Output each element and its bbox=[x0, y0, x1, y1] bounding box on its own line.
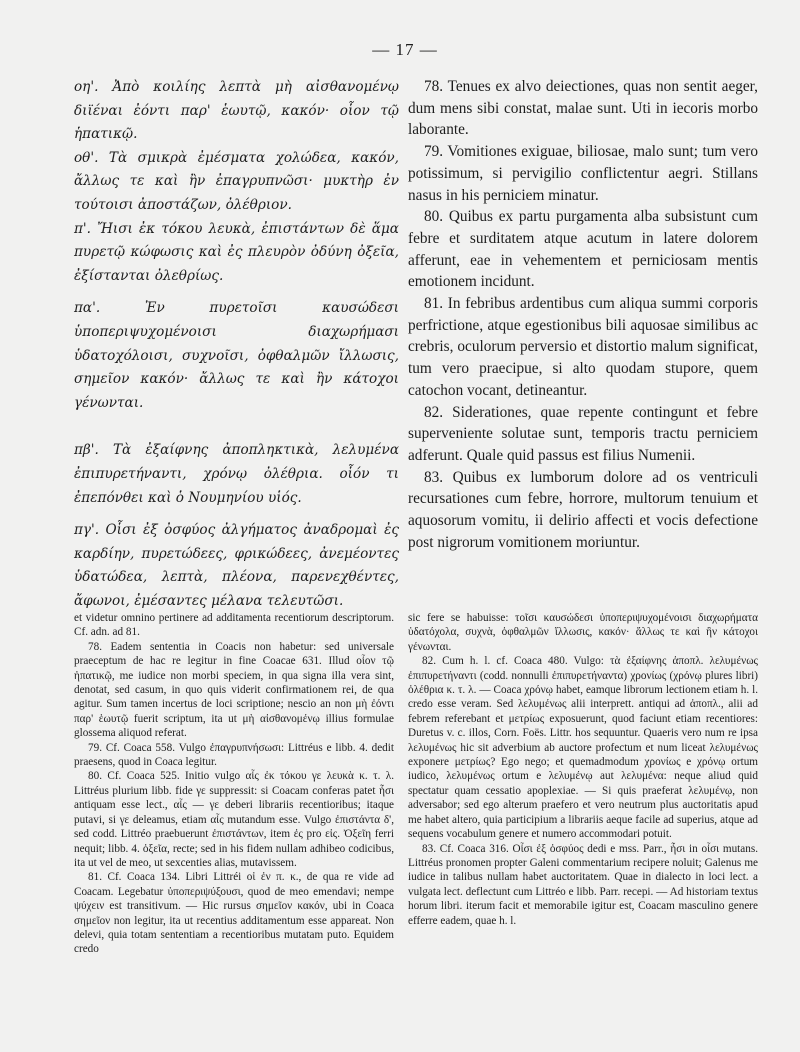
greek-aphorism-80: π'. Ἤισι ἐκ τόκου λευκὰ, ἐπιστάντων δὲ ἅμα πυρετῷ κώφωσις καὶ ἐς πλευρὸν ὀδύνη ὀξεῖα, ἐξίστανται ὀλεθρίως. bbox=[74, 220, 399, 284]
latin-aphorism-80: 80. Quibus ex partu purgamenta alba subsistunt cum febre et surditatem atque acutum in latere dolorem afferunt, eae in vehementem et perniciosam mentis emotionem incidunt. bbox=[408, 208, 758, 291]
latin-aphorism-82: 82. Siderationes, quae repente contingunt et febre superveniente solutae sunt, temporis tractu perniciem adferunt. Quale quid passus est filius Numenii. bbox=[408, 403, 758, 464]
latin-aphorism-79: 79. Vomitiones exiguae, biliosae, malo sunt; tum vero potissimum, si pervigilio conflictentur aegri. Stillans nasus in his perniciem minatur. bbox=[408, 143, 758, 204]
latin-aphorism-83: 83. Quibus ex lumborum dolore ad os ventriculi recursationes cum febre, horrore, multorum tenuium et aquosorum vomitu, ii delirio affecti et vocis defectione post nigrorum vomitionem moriuntur. bbox=[408, 468, 758, 551]
footnote: sic fere se habuisse: τοῖσι καυσώδεσι ὑποπεριψυχομένοισι διαχωρήματα ὑδατόχολα, συχνὰ, ὀφθαλμῶν ἴλλωσις, κακόν· ἄλλως τε καὶ ἢν κάτοχοι γένωνται. bbox=[408, 612, 758, 653]
greek-column bbox=[74, 76, 399, 613]
footnote: 82. Cum h. l. cf. Coaca 480. Vulgo: τὰ ἐξαίφνης ἀποπλ. λελυμένως ἐπιπυρετήναντι (codd. nonnulli ἐπιπυρετήναντα) χρονίως (χρόνῳ plures libri) ὀλέθρια κ. τ. λ. — Coaca χρόνῳ habet, eamque librorum lectionem etiam h. l. credo esse veram. Sed λελυμένως alii interprett. antiqui ad ἀποπλ., alii ad febrem referebant et μετρίως exposuerunt, quod faciunt etiam recentiores: Duretus v. c. illos, Corn. Foës. Littr. hos sequuntur. Quaeris vero num re ipsa λελυμένως hic sit adverbium ab auctore profectum et num liceat λελυμένως exponere μετρίως? Ego nego; et quemadmodum χρονίως e χρόνῳ ortum iudico, λελυμένως ortum e λελυμένῳ aut λελυμένα: neque aliud quid spectatur quam cessatio apoplexiae. — Si quis praeferat λελυμένῳ, non adversabor; sed ego alterum praefero et vero neutrum plus auctoritatis apud me habet altero, quia participium a librariis aeque facile ad superius, atque ad sequens vocabulum genere et numero accommodari potuit. bbox=[408, 655, 758, 841]
footnote: et videtur omnino pertinere ad additamenta recentiorum descriptorum. Cf. adn. ad 81. bbox=[74, 612, 394, 639]
footnote: 80. Cf. Coaca 525. Initio vulgo αἷς ἐκ τόκου γε λευκὰ κ. τ. λ. Littréus plurium libb. fide γε suppressit: si Coacam conferas patet ἧσι antiquam esse lect., αἷς — γε deberi librariis recentioribus; itaque putavi, si γε deleamus, etiam αἷς mutandum esse. Vulgo ἐπιστάντα δ', sed codd. Littréo praebuerunt ἐπιστάντων, item ἐς pro εἰς. Ὀξεῖη ferri nequit; libb. 4. ὀξεῖα, recte; sed in his fidem nullam adhibeo codicibus, ita ut vel de meo, ut sexcenties alias, mutavissem. bbox=[74, 770, 394, 869]
footnote: 81. Cf. Coaca 134. Libri Littréi οἱ ἐν π. κ., de qua re vide ad Coacam. Legebatur ὑποπεριψύξουσι, quod de meo emendavi; nempe ψύχειν est transitivum. — Hic rursus σημεῖον κακόν, ubi in Coaca σημεῖον non legitur, ita ut recentius additamentum esse appareat. Non delevi, quia totam sententiam a recentioribus mutatam puto. Equidem credo bbox=[74, 871, 394, 956]
footnotes-left bbox=[74, 611, 394, 957]
latin-aphorism-81: 81. In febribus ardentibus cum aliqua summi corporis perfrictione, atque egestionibus bili aquosae similibus ac crebris, oculorum perversio et distortio malum significat, tum vero praecipue, si alto quodam stupore, quem catochon vocant, detineantur. bbox=[408, 295, 758, 399]
footnote: 83. Cf. Coaca 316. Οἷσι ἐξ ὀσφύος dedi e mss. Parr., ἧσι in οἷσι mutans. Littréus pronomen propter Galeni commentarium recipere noluit; Galenus me iudice in talibus nullam habet auctoritatem. Quae in dialecto in loci lect. a vulgata lect. deflectunt cum Littréo e libb. Parr. recepi. — Ad historiam textus horum libri. iterum facit et memorabile igitur est, Coacam masculino genere efferre eadem, quae h. l. bbox=[408, 842, 758, 927]
footnotes-right bbox=[408, 611, 758, 928]
footnote: 79. Cf. Coaca 558. Vulgo ἐπαγρυπνήσωσι: Littréus e libb. 4. dedit praesens, quod in Coaca legitur. bbox=[74, 741, 394, 769]
latin-column bbox=[408, 76, 758, 553]
page-number: — 17 — bbox=[372, 40, 438, 59]
greek-aphorism-78: οη'. Ἀπὸ κοιλίης λεπτὰ μὴ αἰσθανομένῳ διϊέναι ἐόντι παρ' ἑωυτῷ, κακόν· οἷον τῷ ἡπατικῷ. bbox=[74, 79, 399, 143]
greek-aphorism-81: πα'. Ἐν πυρετοῖσι καυσώδεσι ὑποπεριψυχομένοισι διαχωρήμασι ὑδατοχόλοισι, συχνοῖσι, ὀφθαλμῶν ἴλλωσις, σημεῖον κακόν· ἄλλως τε καὶ ἢν κάτοχοι γένωνται. bbox=[74, 300, 399, 411]
latin-aphorism-78: 78. Tenues ex alvo deiectiones, quas non sentit aeger, dum mens sibi constat, malae sunt. Uti in iecoris morbo laborante. bbox=[408, 78, 758, 139]
greek-aphorism-83: πγ'. Οἷσι ἐξ ὀσφύος ἀλγήματος ἀναδρομαὶ ἐς καρδίην, πυρετώδεες, φρικώδεες, ἀνεμέοντες ὑδατώδεα, λεπτὰ, πλέονα, παρενεχθέντες, ἄφωνοι, ἐμέσαντες μέλανα τελευτῶσι. bbox=[74, 522, 399, 609]
greek-aphorism-79: οθ'. Τὰ σμικρὰ ἐμέσματα χολώδεα, κακόν, ἄλλως τε καὶ ἢν ἐπαγρυπνῶσι· μυκτὴρ ἐν τούτοισι ἀποστάζων, ὀλέθριον. bbox=[74, 149, 399, 213]
footnote: 78. Eadem sententia in Coacis non habetur: sed universale praeceptum de hac re legitur in fine Coacae 631. Illud οἷον τῷ ἡπατικῷ, me iudice non morbi speciem, in qua signa illa vera sint, denotat, sed casum, in quo quis viderit confirmationem rei, de qua agitur. Sum tamen incertus de loci scriptione; nescio an non μὴ ἐόντι παρ' ἑωυτῷ fuerit scriptum, ita ut μὴ αἰσθανομένῳ illius formulae glossema aliquod referat. bbox=[74, 640, 394, 740]
greek-aphorism-82: πβ'. Τὰ ἐξαίφνης ἀποπληκτικὰ, λελυμένα ἐπιπυρετήναντι, χρόνῳ ὀλέθρια. οἷόν τι ἐπεπόνθει καὶ ὁ Νουμηνίου υἱός. bbox=[74, 442, 399, 506]
